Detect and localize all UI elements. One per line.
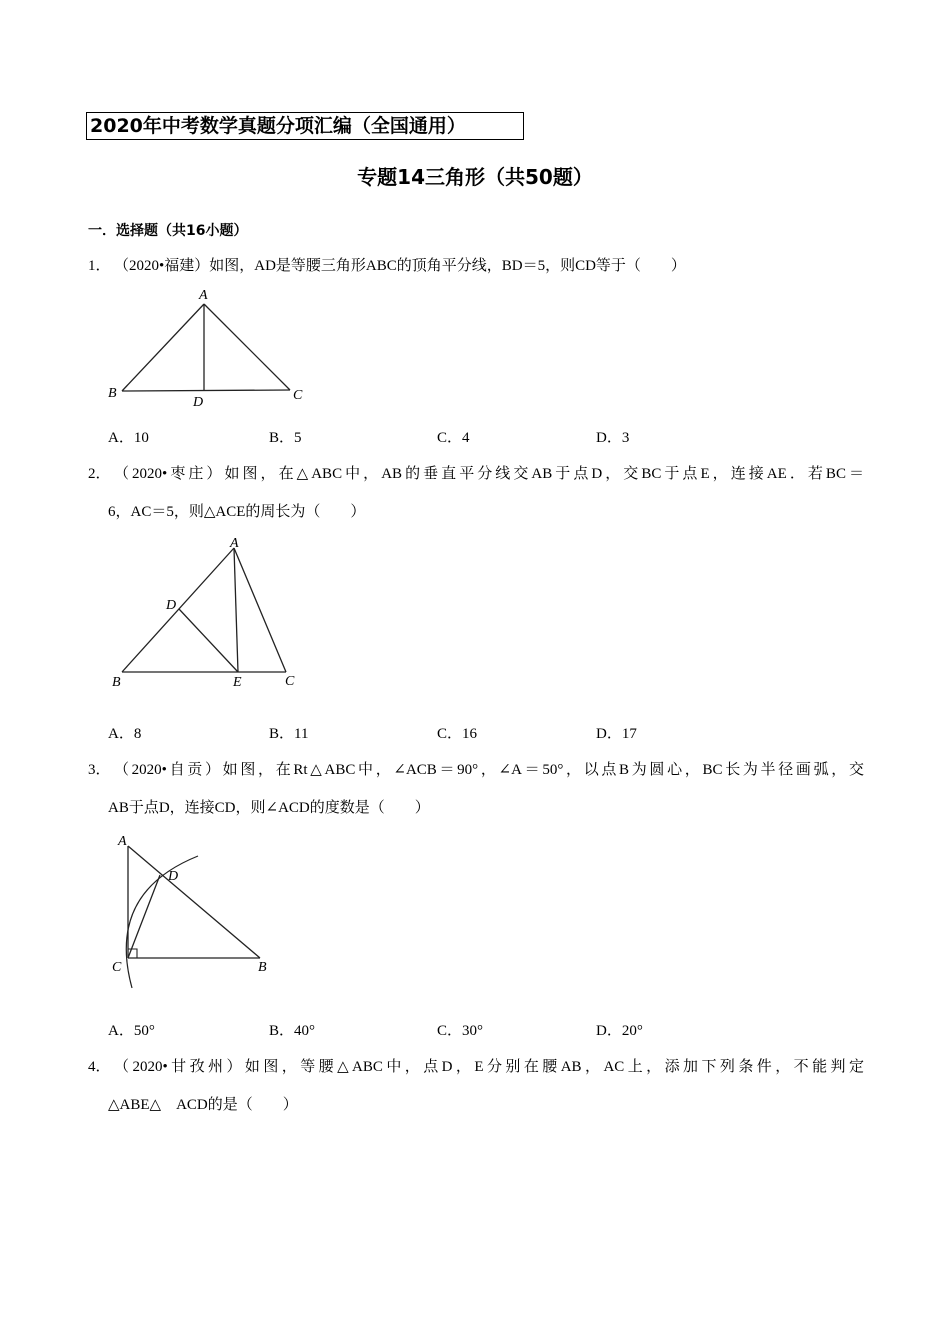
- segment-ae: [234, 548, 238, 672]
- vertex-label-b: B: [108, 386, 117, 401]
- option-b: B．5: [269, 430, 302, 446]
- series-title-box: 2020年中考数学真题分项汇编（全国通用）: [86, 112, 524, 140]
- question-number: 3．: [88, 762, 111, 778]
- vertex-label-d: D: [168, 869, 179, 884]
- question-text-line: （2020•福建）如图，AD是等腰三角形ABC的顶角平分线，BD＝5，则CD等于（ ）: [114, 258, 686, 274]
- vertex-label-c: C: [112, 960, 122, 975]
- option-a: A．8: [108, 726, 142, 742]
- figure-right-triangle-arc: [100, 828, 290, 993]
- vertex-label-c: C: [293, 388, 303, 403]
- option-c: C．16: [437, 726, 478, 742]
- question-text-line: （2020•甘孜州）如图，等腰△ABC中，点D，E分别在腰AB，AC上，添加下列条件，不能判定: [114, 1059, 864, 1075]
- segment-cd: [128, 875, 160, 958]
- arc: [126, 856, 198, 988]
- vertex-label-b: B: [112, 675, 121, 690]
- vertex-label-a: A: [199, 288, 208, 303]
- segment-ab: [122, 304, 204, 391]
- question-number: 4．: [88, 1059, 111, 1075]
- option-b: B．11: [269, 726, 309, 742]
- question-text-line: （2020•枣庄）如图，在△ABC中，AB的垂直平分线交AB于点D，交BC于点E，连接AE．若BC＝: [114, 466, 864, 482]
- figure-isosceles-triangle: [100, 284, 310, 410]
- question-text-line: △ABE△ ACD的是（ ）: [108, 1097, 298, 1113]
- segment-ab: [122, 548, 234, 672]
- option-a: A．50°: [108, 1023, 155, 1039]
- figure-perpendicular-bisector: [100, 532, 310, 692]
- document-title: 专题14三角形（共50题）: [357, 165, 593, 189]
- question-text-line: AB于点D，连接CD，则∠ACD的度数是（ ）: [108, 800, 430, 816]
- question-number: 1．: [88, 258, 111, 274]
- option-b: B．40°: [269, 1023, 316, 1039]
- vertex-label-d: D: [193, 395, 204, 410]
- vertex-label-b: B: [258, 960, 267, 975]
- vertex-label-d: D: [166, 598, 177, 613]
- option-a: A．10: [108, 430, 149, 446]
- question-text-line: 6，AC＝5，则△ACE的周长为（ ）: [108, 504, 366, 520]
- option-c: C．4: [437, 430, 470, 446]
- vertex-label-e: E: [233, 675, 242, 690]
- segment-ac: [204, 304, 290, 390]
- vertex-label-c: C: [285, 674, 295, 689]
- question-number: 2．: [88, 466, 111, 482]
- option-d: D．17: [596, 726, 637, 742]
- question-text-line: （2020•自贡）如图，在Rt△ABC中，∠ACB＝90°，∠A＝50°，以点B为圆心，BC长为半径画弧，交: [114, 762, 864, 778]
- segment-bc: [122, 390, 290, 391]
- option-d: D．3: [596, 430, 630, 446]
- segment-ac: [234, 548, 286, 672]
- vertex-label-a: A: [118, 834, 127, 849]
- segment-de: [179, 609, 238, 672]
- segment-ab: [128, 846, 260, 958]
- option-c: C．30°: [437, 1023, 484, 1039]
- option-d: D．20°: [596, 1023, 643, 1039]
- section-title: 一．选择题（共16小题）: [88, 223, 248, 239]
- vertex-label-a: A: [230, 536, 239, 551]
